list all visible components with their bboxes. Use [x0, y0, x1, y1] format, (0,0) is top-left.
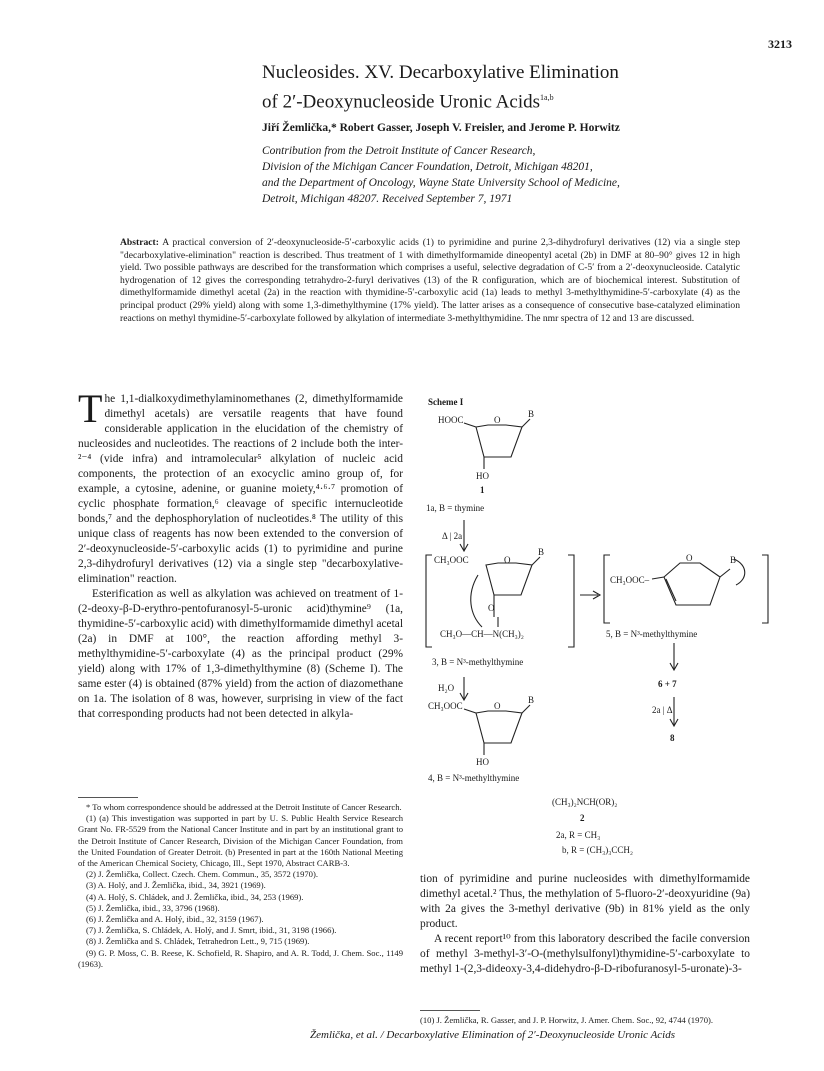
- affiliation-line-4: Detroit, Michigan 48207. Received September 7, 1971: [262, 193, 513, 205]
- acetal-formula: (CH₃)₂NCH(OR)₂: [552, 797, 618, 807]
- footnote: (6) J. Žemlička and A. Holý, ibid., 32, 3159 (1967).: [86, 914, 264, 925]
- compound-1-label: 1: [480, 485, 485, 495]
- label-o: O: [488, 603, 495, 613]
- compound-2a-label: 2a, R = CH₃: [556, 830, 601, 840]
- footnote: (4) A. Holý, S. Chládek, and J. Žemlička, ibid., 34, 253 (1969).: [86, 891, 304, 902]
- bond: [464, 423, 476, 427]
- bond: [464, 709, 476, 713]
- footnote: (3) A. Holý, and J. Žemlička, ibid., 34, 3921 (1969).: [86, 880, 266, 891]
- footnote-rule: [420, 1010, 480, 1011]
- footnote: * To whom correspondence should be addressed at the Detroit Institute of Cancer Research.: [86, 802, 402, 812]
- footnote: (8) J. Žemlička and S. Chládek, Tetrahedron Lett., 9, 715 (1969).: [86, 936, 310, 947]
- drop-cap: T: [78, 386, 103, 431]
- scheme-1: [418, 395, 778, 825]
- title-line-2: of 2′-Deoxynucleoside Uronic Acids$^{1a,b}$: [262, 91, 554, 113]
- compound-2b-label: b, R = (CH₃)₃CCH₂: [562, 845, 633, 855]
- label-ch3ooc: CH₃OOC: [428, 701, 463, 711]
- step-1-conditions: Δ | 2a: [442, 531, 463, 541]
- label-o: O: [504, 555, 511, 565]
- water-label: H₂O: [438, 683, 455, 693]
- label-b: B: [528, 409, 535, 419]
- label-hooc: HOOC: [438, 415, 464, 425]
- compound-5-label: 5, B = N³-methylthymine: [606, 629, 698, 639]
- article-title: [262, 60, 782, 114]
- affiliation: [262, 143, 782, 207]
- footnote: (1) (a) This investigation was supported in part by U. S. Public Health Service Research Grant No. FR-5529 from the National Cancer Institute and in part by an institutional grant to the Detroit Institute of Cancer Research, Division of the Michigan Cancer Foundation, from the United Foundation of Greater Detroit. (b) Presented in part at the 160th National Meeting of the American Chemical Society, Chicago, Ill., Sept 1970, Abstract CARB-3.: [78, 813, 403, 869]
- compound-1a-label: 1a, B = thymine: [426, 503, 485, 513]
- body-paragraph-4: A recent report¹⁰ from this laboratory described the facile conversion of methyl 3-methyl-3′-O-(methylsulfonyl)thymidine-5′-carboxylate to methyl 1-(2,3-dideoxy-3,4-didehydro-β-D-ribofuranosyl-5-uronate)-3-: [420, 933, 750, 975]
- label-o: O: [686, 553, 693, 563]
- title-line-1: Nucleosides. XV. Decarboxylative Elimination: [262, 62, 619, 83]
- title-superscript: 1a,b: [540, 93, 554, 102]
- footnote: (9) G. P. Moss, C. B. Reese, K. Schofield, R. Shapiro, and A. R. Todd, J. Chem. Soc., 1149 (1963).: [78, 947, 403, 969]
- compound-2-label: 2: [580, 813, 585, 823]
- compound-3-label: 3, B = N³-methylthymine: [432, 657, 524, 667]
- label-b: B: [730, 555, 737, 565]
- affiliation-line-1: Contribution from the Detroit Institute of Cancer Research,: [262, 145, 536, 157]
- body-left-column: [78, 386, 403, 722]
- bond: [720, 569, 730, 577]
- footnote-rule: [78, 797, 138, 798]
- ring-structure-1: [476, 425, 522, 457]
- body-paragraph-3: tion of pyrimidine and purine nucleosides with dimethylformamide dimethyl acetal.² Thus, the methylation of 5-fluoro-2′-deoxyuridine (9a) with 2a gives the 3-methyl derivative (9b) in 81% yield as the only product.: [420, 873, 750, 930]
- scheme-structures: [418, 395, 778, 825]
- label-ch3ooc: CH₃OOC: [434, 555, 469, 565]
- compound-4-label: 4, B = N³-methylthymine: [428, 773, 520, 783]
- footnote: (5) J. Žemlička, ibid., 33, 3796 (1968).: [86, 902, 220, 913]
- body-paragraph-2: Esterification as well as alkylation was achieved on treatment of 1-(2-deoxy-β-D-erythro-pentofuranosyl-5-uronic acid)thymine⁹ (1a, thymidine-5′-carboxylic acid) with dimethylformamide dimethyl acetal (2a) in DMF at 100°, the reaction affording methyl 3-methylthymidine-5′-carboxylate (4) as the principal product (29% yield) along with 17% of 1,3-dimethylthymine (8) (Scheme I). The same ester (4) is obtained (87% yield) from the action of diazomethane on 1a. The isolation of 8 was, however, surprising in view of the fact that corresponding products had not been detected in alkyla-: [78, 588, 403, 720]
- footnote-10: (10) J. Žemlička, R. Gasser, and J. P. Horwitz, J. Amer. Chem. Soc., 92, 4744 (1970).: [420, 1015, 713, 1025]
- compound-8-label: 8: [670, 733, 675, 743]
- reagent-label: CH₃O—CH—N(CH₃)₂: [440, 629, 524, 639]
- label-ho: HO: [476, 471, 489, 481]
- affiliation-line-2: Division of the Michigan Cancer Foundation, Detroit, Michigan 48201,: [262, 161, 593, 173]
- label-ho: HO: [476, 757, 489, 767]
- abstract: [120, 237, 740, 325]
- ring-structure-3: [486, 563, 532, 595]
- bracket-left: [604, 555, 610, 623]
- right-footnote: [420, 1010, 750, 1026]
- bond: [522, 705, 530, 713]
- footnote: (2) J. Žemlička, Collect. Czech. Chem. Commun., 35, 3572 (1970).: [86, 869, 318, 880]
- curved-arrow: [471, 575, 482, 627]
- label-o: O: [494, 415, 501, 425]
- label-ch3ooc: CH₃OOC–: [610, 575, 650, 585]
- page-number: 3213: [768, 37, 792, 51]
- label-o: O: [494, 701, 501, 711]
- abstract-label: Abstract:: [120, 237, 159, 248]
- body-right-column: [420, 872, 750, 977]
- footnote: (7) J. Žemlička, S. Chládek, A. Holý, and J. Smrt, ibid., 31, 3198 (1966).: [86, 925, 337, 936]
- ring-structure-5: [664, 563, 720, 605]
- author-list: Jiří Žemlička,* Robert Gasser, Joseph V. Freisler, and Jerome P. Horwitz: [262, 122, 620, 134]
- scheme-title: Scheme I: [428, 397, 464, 407]
- double-bond: [666, 579, 676, 601]
- step-2-conditions: 2a | Δ: [652, 705, 673, 715]
- bracket-right: [568, 555, 574, 647]
- abstract-text: A practical conversion of 2′-deoxynucleoside-5′-carboxylic acids (1) to pyrimidine and purine 2,3-dihydrofuryl derivatives (12) via a single step "decarboxylative-elimination" reaction is described. Thus treatment of 1 with dimethylformamide dineopentyl acetal (2b) in DMF at 80–90° gives 12 in high yield. Two possible pathways are described for the transformation which comprises a useful, selective degradation of C-5′ from a 2′-deoxynucleoside. Catalytic hydrogenation of 12 gives the corresponding tetrahydro-2-furyl derivatives (13) of the R configuration, which are of biochemical interest. Substitution of dimethylformamide dimethyl acetal (2a) in the reaction with thymidine-5′-carboxylic acid (1a) leads to methyl 3-methylthymidine-5′-carboxylate (4) as the principal product (29% yield) along with some 1,3-dimethylthymine (17% yield). The latter arises as a consequence of consecutive base-catalyzed elimination reactions on methyl thymidine-5′-carboxylate followed by alkylation of intermediate 3-methylthymidine. The nmr spectra of 12 and 13 are discussed.: [120, 237, 740, 324]
- bracket-left: [426, 555, 432, 647]
- label-b: B: [528, 695, 535, 705]
- affiliation-line-3: and the Department of Oncology, Wayne State University School of Medicine,: [262, 177, 620, 189]
- bracket-right: [762, 555, 768, 623]
- ring-structure-4: [476, 711, 522, 743]
- bond: [532, 557, 540, 565]
- compounds-6-7-label: 6 + 7: [658, 679, 677, 689]
- bond: [522, 419, 530, 427]
- footnotes: [78, 797, 403, 970]
- running-footer: Žemlička, et al. / Decarboxylative Elimination of 2′-Deoxynucleoside Uronic Acids: [310, 1029, 676, 1041]
- label-b: B: [538, 547, 545, 557]
- body-paragraph-1: The 1,1-dialkoxydimethylaminomethanes (2, dimethylformamide dimethyl acetals) are versatile reagents that have found considerable application in the elucidation of the chemistry of nucleosides and nucleotides. The reactions of 2 include both the inter-²⁻⁴ (vide infra) and intramolecular⁵ alkylation of nucleic acid components, the protection of an exocyclic amino group of, for example, a cytosine, adenine, or guanine moiety,⁴·⁶·⁷ promotion of cyclic phosphate formation,⁶ cleavage of specific internucleotide bonds,⁷ and the dephosphorylation of nucleotides.⁸ The utility of this unique class of reagents has now been extended to the conversion of 2′-deoxynucleoside-5′-carboxylic acids (1) to pyrimidine and purine 2,3-dihydrofuryl derivatives (12) via a single step "decarboxylative-elimination" reaction.: [78, 386, 403, 585]
- bond: [652, 577, 664, 579]
